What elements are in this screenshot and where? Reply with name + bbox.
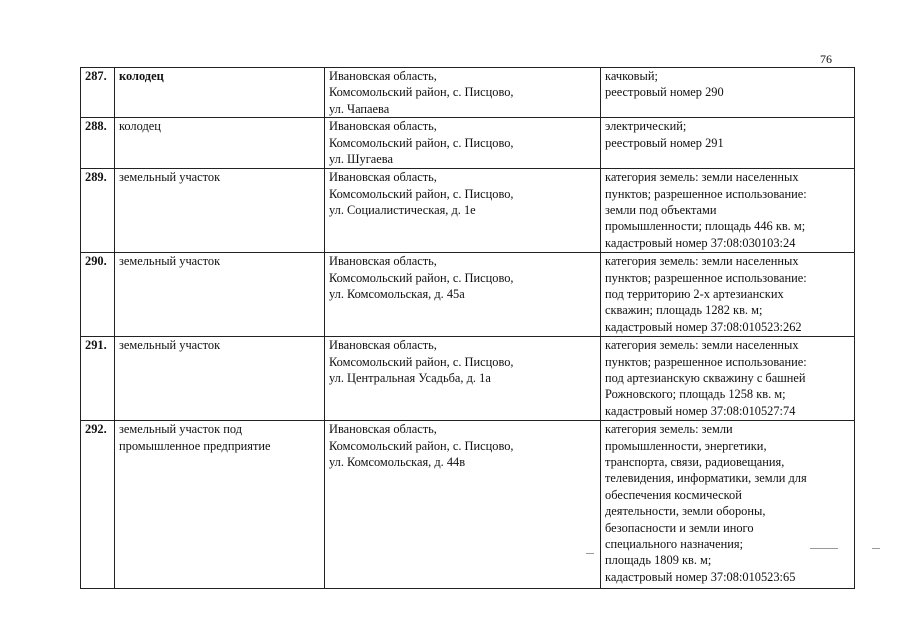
scan-artifact	[586, 553, 594, 554]
address-line: ул. Социалистическая, д. 1е	[329, 203, 476, 218]
object-address	[325, 68, 601, 118]
address-line: Ивановская область,	[329, 119, 437, 134]
address-line: Комсомольский район, с. Писцово,	[329, 438, 514, 453]
description-line: категория земель: земли	[605, 422, 733, 437]
description-line: пунктов; разрешенное использование:	[605, 270, 807, 285]
object-description	[601, 68, 855, 118]
object-name	[115, 68, 325, 118]
scan-artifact	[872, 548, 880, 549]
description-line: площадь 1809 кв. м;	[605, 553, 712, 568]
row-number: 290.	[81, 253, 115, 337]
object-name-line: земельный участок	[119, 254, 221, 269]
address-line: ул. Комсомольская, д. 44в	[329, 455, 466, 470]
address-line: ул. Чапаева	[329, 101, 390, 116]
object-name	[115, 169, 325, 253]
table-row	[81, 337, 855, 421]
description-line: безопасности и земли иного	[605, 520, 754, 535]
description-line: промышленности; площадь 446 кв. м;	[605, 219, 806, 234]
object-name-line: земельный участок	[119, 170, 221, 185]
address-line: Комсомольский район, с. Писцово,	[329, 186, 514, 201]
description-line: кадастровый номер 37:08:010527:74	[605, 403, 796, 418]
address-line: ул. Центральная Усадьба, д. 1а	[329, 371, 491, 386]
address-line: Ивановская область,	[329, 338, 437, 353]
object-description	[601, 253, 855, 337]
object-description	[601, 337, 855, 421]
property-registry-table	[80, 67, 855, 589]
row-number: 287.	[81, 68, 115, 118]
address-line: Ивановская область,	[329, 69, 437, 83]
address-line: Комсомольский район, с. Писцово,	[329, 135, 514, 150]
object-name-line: колодец	[119, 69, 164, 83]
description-line: деятельности, земли обороны,	[605, 504, 766, 519]
description-line: земли под объектами	[605, 203, 717, 218]
address-line: ул. Шугаева	[329, 152, 393, 167]
description-line: кадастровый номер 37:08:010523:262	[605, 319, 802, 334]
object-name-line: земельный участок под	[119, 422, 243, 437]
table-row	[81, 169, 855, 253]
description-line: телевидения, информатики, земли для	[605, 471, 807, 486]
row-number: 289.	[81, 169, 115, 253]
object-address	[325, 337, 601, 421]
object-name-line: промышленное предприятие	[119, 438, 271, 453]
description-line: качковый;	[605, 69, 658, 83]
row-number: 291.	[81, 337, 115, 421]
page-number: 76	[820, 52, 832, 66]
address-line: ул. Комсомольская, д. 45а	[329, 287, 465, 302]
object-description	[601, 118, 855, 169]
table-row	[81, 68, 855, 118]
address-line: Комсомольский район, с. Писцово,	[329, 85, 514, 100]
description-line: электрический;	[605, 119, 687, 134]
object-name-line: колодец	[119, 119, 161, 134]
object-name	[115, 337, 325, 421]
description-line: пунктов; разрешенное использование:	[605, 186, 807, 201]
description-line: транспорта, связи, радиовещания,	[605, 455, 785, 470]
table-row	[81, 118, 855, 169]
object-name	[115, 253, 325, 337]
description-line: кадастровый номер 37:08:010523:65	[605, 569, 796, 584]
object-name	[115, 118, 325, 169]
row-number: 292.	[81, 421, 115, 589]
object-address	[325, 169, 601, 253]
description-line: промышленности, энергетики,	[605, 438, 767, 453]
address-line: Ивановская область,	[329, 254, 437, 269]
description-line: категория земель: земли населенных	[605, 338, 799, 353]
object-address	[325, 253, 601, 337]
description-line: категория земель: земли населенных	[605, 170, 799, 185]
description-line: реестровый номер 290	[605, 85, 724, 100]
description-line: кадастровый номер 37:08:030103:24	[605, 235, 796, 250]
description-line: под артезианскую скважину с башней	[605, 371, 806, 386]
description-line: категория земель: земли населенных	[605, 254, 799, 269]
scan-artifact	[810, 548, 838, 549]
object-name-line: земельный участок	[119, 338, 221, 353]
object-address	[325, 421, 601, 589]
description-line: под территорию 2-х артезианских	[605, 287, 784, 302]
table-row	[81, 421, 855, 589]
object-description	[601, 421, 855, 589]
table-row	[81, 253, 855, 337]
object-description	[601, 169, 855, 253]
address-line: Ивановская область,	[329, 170, 437, 185]
row-number: 288.	[81, 118, 115, 169]
description-line: Рожновского; площадь 1258 кв. м;	[605, 387, 786, 402]
description-line: обеспечения космической	[605, 487, 742, 502]
address-line: Комсомольский район, с. Писцово,	[329, 354, 514, 369]
description-line: пунктов; разрешенное использование:	[605, 354, 807, 369]
object-address	[325, 118, 601, 169]
address-line: Комсомольский район, с. Писцово,	[329, 270, 514, 285]
description-line: специального назначения;	[605, 537, 744, 552]
object-name	[115, 421, 325, 589]
description-line: реестровый номер 291	[605, 135, 724, 150]
description-line: скважин; площадь 1282 кв. м;	[605, 303, 763, 318]
address-line: Ивановская область,	[329, 422, 437, 437]
